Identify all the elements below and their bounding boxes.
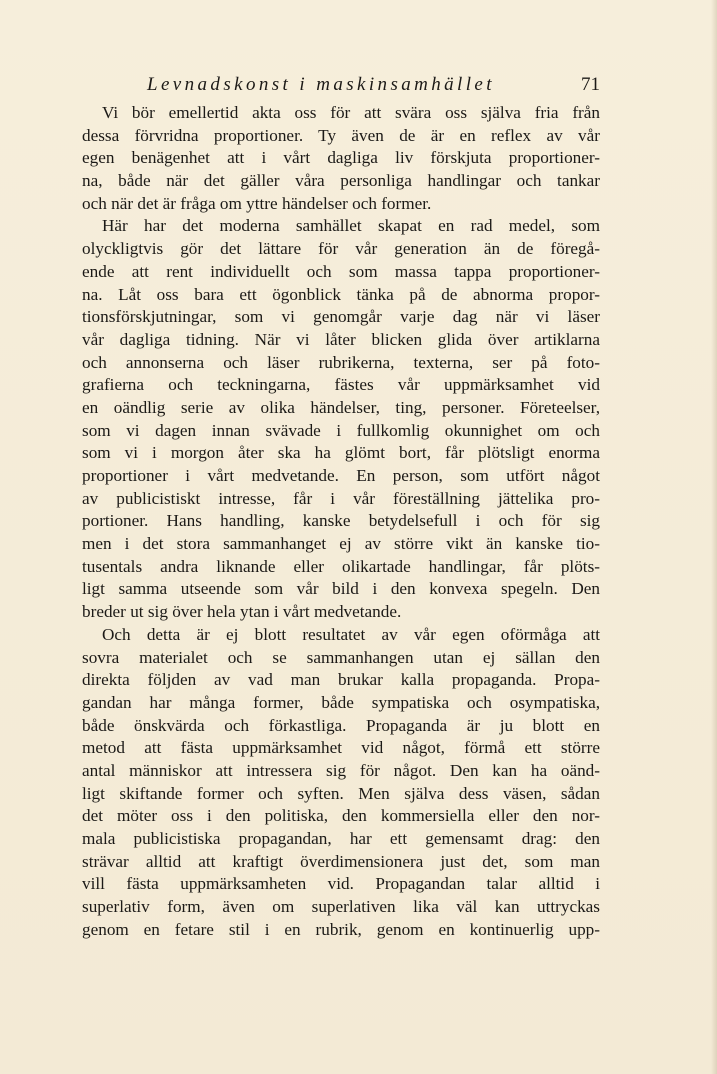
text-line: det möter oss i den politiska, den kommersiella eller den nor- (82, 806, 600, 826)
page-edge-shadow (711, 0, 717, 1074)
text-line: Och detta är ej blott resultatet av vår egen oförmåga att (102, 624, 600, 644)
text-line: Här har det moderna samhället skapat en rad medel, som (102, 216, 600, 236)
text-line: portioner. Hans handling, kanske betydelsefull i och för sig (82, 511, 600, 531)
text-line: vill fästa uppmärksamheten vid. Propagandan talar alltid i (82, 874, 600, 894)
text-line: en oändlig serie av olika händelser, ting, personer. Företeelser, (82, 397, 600, 417)
text-line: men i det stora sammanhanget ej av större vikt än kanske tio- (82, 534, 600, 554)
text-line: na, både när det gäller våra personliga handlingar och tankar (82, 171, 600, 191)
text-line: antal människor att intressera sig för något. Den kan ha oänd- (82, 760, 600, 780)
running-head (82, 74, 600, 100)
text-line: och annonserna och läser rubrikerna, texterna, ser på foto- (82, 352, 600, 372)
text-line: direkta följden av vad man brukar kalla propaganda. Propa- (82, 670, 600, 690)
text-line: na. Låt oss bara ett ögonblick tänka på de abnorma propor- (82, 284, 600, 304)
text-line: superlativ form, även om superlativen lika väl kan uttryckas (82, 897, 600, 917)
text-line: både önskvärda och förkastliga. Propaganda är ju blott en (82, 715, 600, 735)
text-line: tusentals andra liknande eller olikartade handlingar, får plöts- (82, 556, 600, 576)
text-line: Vi bör emellertid akta oss för att svära oss själva fria från (102, 103, 600, 122)
text-line: dessa förvridna proportioner. Ty även de är en reflex av vår (82, 125, 600, 145)
text-line: egen benägenhet att i vårt dagliga liv förskjuta proportioner- (82, 148, 600, 168)
text-line: och när det är fråga om yttre händelser och former. (82, 193, 432, 213)
text-line: olyckligtvis gör det lättare för vår generation än de föregå- (82, 239, 600, 259)
text-line: strävar alltid att kraftigt överdimensionera just det, som man (82, 851, 600, 871)
text-line: av publicistiskt intresse, får i vår föreställning jättelika pro- (82, 488, 600, 508)
text-line: som vi dagen innan svävade i fullkomlig okunnighet om och (82, 420, 600, 440)
text-line: breder ut sig över hela ytan i vårt medvetande. (82, 602, 402, 622)
text-line: gandan har många former, både sympatiska och osympatiska, (82, 692, 600, 712)
page-number: 71 (581, 74, 600, 95)
text-line: grafierna och teckningarna, fästes vår uppmärksamhet vid (82, 375, 600, 395)
running-title: Levnadskonst i maskinsamhället (147, 74, 495, 95)
text-line: genom en fetare stil i en rubrik, genom en kontinuerlig upp- (82, 919, 600, 939)
text-line: tionsförskjutningar, som vi genomgår varje dag när vi läser (82, 307, 600, 327)
text-line: som vi i morgon åter ska ha glömt bort, får plötsligt enorma (82, 443, 600, 463)
text-line: metod att fästa uppmärksamhet vid något, förmå ett större (82, 738, 600, 758)
text-line: sovra materialet och se sammanhangen utan ej sällan den (82, 647, 600, 667)
text-line: ligt skiftande former och syften. Men själva dess väsen, sådan (82, 783, 600, 803)
text-line: mala publicistiska propagandan, har ett gemensamt drag: den (82, 829, 600, 848)
text-line: ligt samma utseende som vår bild i den konvexa spegeln. Den (82, 579, 600, 599)
text-line: proportioner i vårt medvetande. En person, som utfört något (82, 466, 600, 485)
text-line: ende att rent individuellt och som massa tappa proportioner- (82, 261, 600, 281)
text-line: vår dagliga tidning. När vi låter blicken glida över artiklarna (82, 329, 600, 349)
body-text (82, 102, 600, 941)
